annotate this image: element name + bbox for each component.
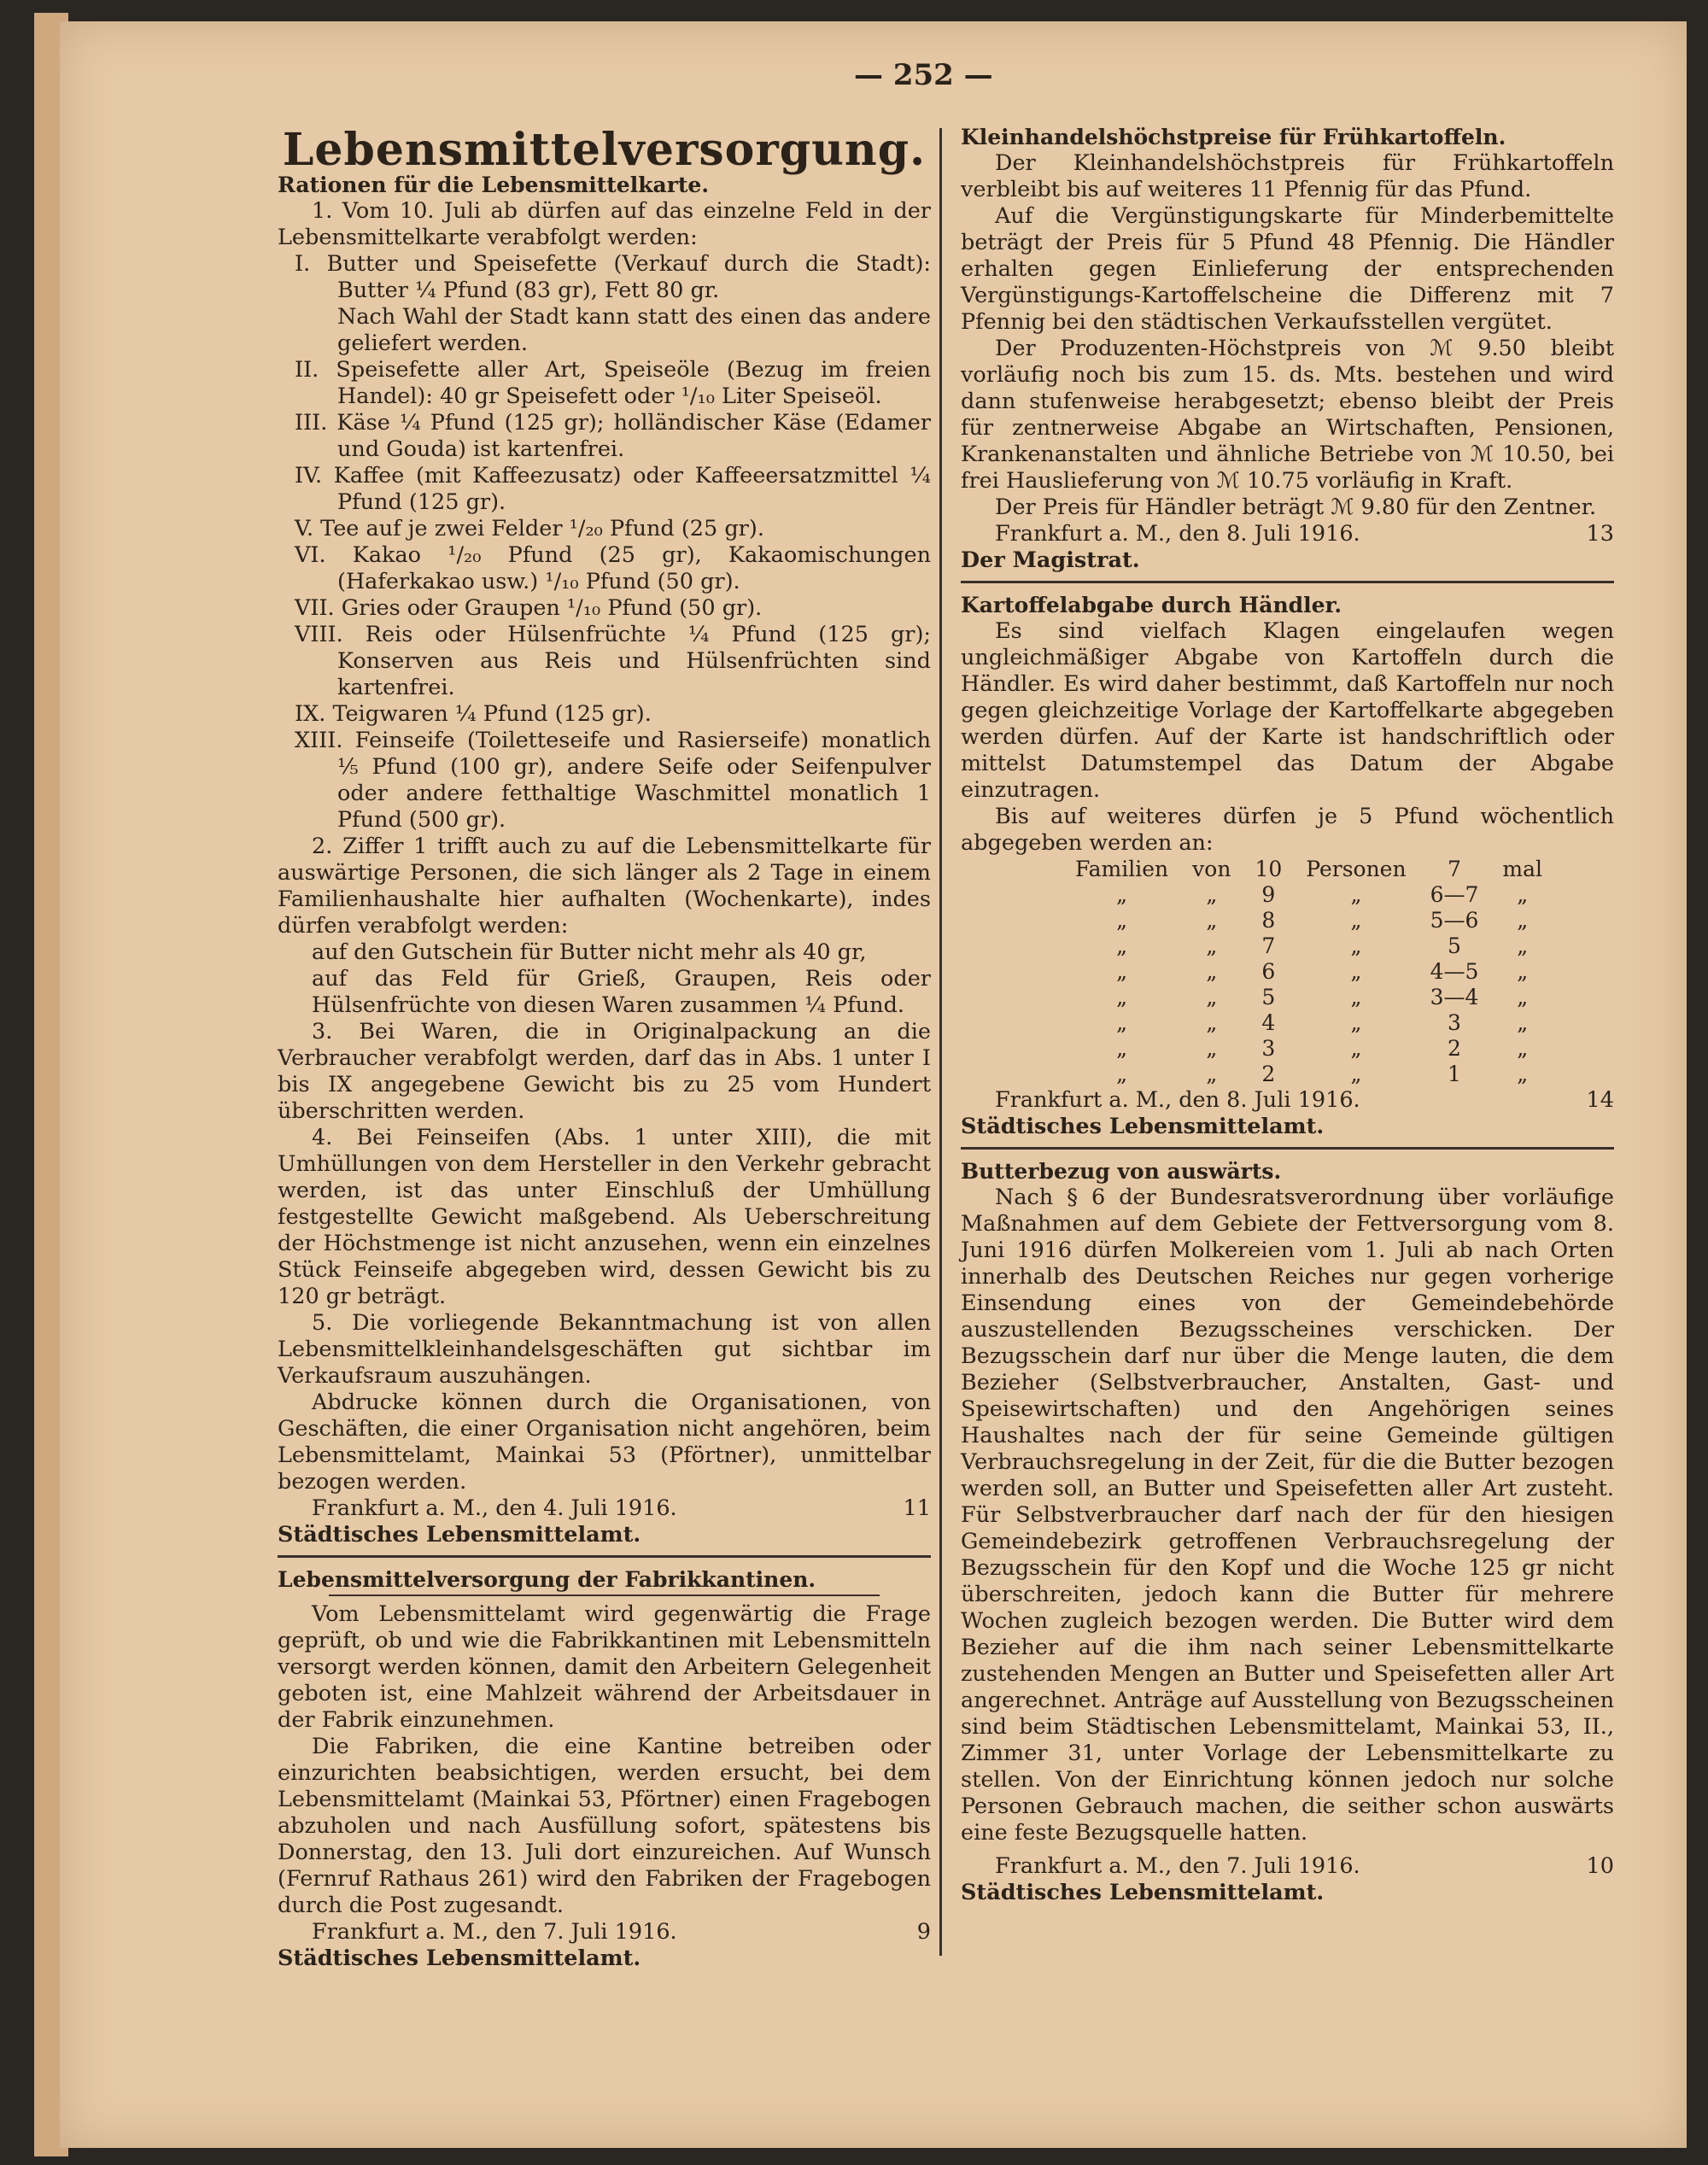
- family-table-cell: 7: [1448, 857, 1461, 881]
- para-3: 3. Bei Waren, die in Originalpackung an die Verbraucher verabfolgt werden, darf das in Abs. 1 unter I bis IX angegebene Gewicht bis zu 25 vom Hundert überschritten werden.: [278, 1019, 931, 1124]
- family-table-cell: „: [1350, 1010, 1362, 1035]
- heading-fabrikkantinen: Lebensmittelversorgung der Fabrikkantinen.: [278, 1567, 816, 1592]
- item-xiii: XIII. Feinseife (Toiletteseife und Rasierseife) monatlich ⅕ Pfund (100 gr), andere Seife oder Seifenpulver oder andere fetthaltige Waschmittel monatlich 1 Pfund (500 gr).: [295, 728, 931, 833]
- family-table-row: [1063, 857, 1554, 882]
- family-table-cell: „: [1206, 1062, 1218, 1086]
- family-table-cell: 6—7: [1430, 882, 1479, 907]
- family-table-cell: „: [1206, 933, 1218, 958]
- family-table-row: [1063, 1062, 1554, 1087]
- family-table-cell: „: [1116, 882, 1128, 907]
- family-table-cell: 7: [1261, 933, 1276, 958]
- family-table-cell: Personen: [1306, 857, 1407, 881]
- family-table-cell: „: [1206, 1010, 1218, 1035]
- item-iv: IV. Kaffee (mit Kaffeezusatz) oder Kaffeeersatzmittel ¼ Pfund (125 gr).: [295, 463, 931, 515]
- item-i-note: Nach Wahl der Stadt kann statt des einen das andere geliefert werden.: [337, 304, 931, 356]
- item-vi: VI. Kakao ¹/₂₀ Pfund (25 gr), Kakaomischungen (Haferkakao usw.) ¹/₁₀ Pfund (50 gr).: [295, 542, 931, 594]
- family-table-cell: 8: [1261, 908, 1276, 933]
- family-table-cell: „: [1517, 908, 1529, 933]
- family-table-cell: „: [1206, 959, 1218, 984]
- notice-number: 14: [1586, 1087, 1614, 1113]
- family-table-cell: „: [1206, 985, 1218, 1009]
- heading-underline: [329, 1594, 880, 1596]
- family-table-cell: 5: [1448, 933, 1461, 958]
- notice-number: 10: [1586, 1853, 1614, 1879]
- para-2a: auf den Gutschein für Butter nicht mehr als 40 gr,: [312, 939, 867, 965]
- para-5: 5. Die vorliegende Bekanntmachung ist von allen Lebensmittelkleinhandelsgeschäften gut sichtbar im Verkaufsraum auszuhängen.: [278, 1310, 931, 1389]
- family-table-cell: „: [1206, 882, 1218, 907]
- family-table-row: [1063, 959, 1554, 985]
- date: Frankfurt a. M., den 7. Juli 1916.: [312, 1919, 677, 1945]
- dateline: [278, 1919, 931, 1946]
- heading-kartoffelabgabe: Kartoffelabgabe durch Händler.: [961, 593, 1342, 617]
- family-table-cell: von: [1192, 857, 1231, 881]
- family-table-cell: 5—6: [1430, 908, 1479, 933]
- family-table-cell: „: [1517, 985, 1529, 1009]
- item-ix: IX. Teigwaren ¼ Pfund (125 gr).: [295, 701, 652, 727]
- item-i: I. Butter und Speisefette (Verkauf durch die Stadt): Butter ¼ Pfund (83 gr), Fett 80 gr.: [295, 251, 931, 303]
- item-vii: VII. Gries oder Graupen ¹/₁₀ Pfund (50 gr).: [295, 595, 763, 621]
- family-table-cell: „: [1116, 1010, 1128, 1035]
- family-table-cell: „: [1350, 985, 1362, 1009]
- heading-butterbezug: Butterbezug von auswärts.: [961, 1159, 1282, 1184]
- dateline: [278, 1495, 931, 1522]
- dateline: [961, 521, 1614, 547]
- family-table-row: [1063, 1036, 1554, 1062]
- family-table-cell: 3—4: [1430, 985, 1479, 1009]
- family-table-cell: 9: [1261, 882, 1276, 907]
- family-table-cell: „: [1206, 908, 1218, 933]
- signature: Städtisches Lebensmittelamt.: [961, 1880, 1325, 1905]
- family-table-row: [1063, 933, 1554, 959]
- family-table-cell: 3: [1261, 1036, 1276, 1061]
- family-table-row: [1063, 1010, 1554, 1036]
- family-table-cell: 2: [1261, 1062, 1276, 1086]
- ka-para-2: Bis auf weiteres dürfen je 5 Pfund wöchentlich abgegeben werden an:: [961, 804, 1614, 856]
- family-table-cell: „: [1517, 1010, 1529, 1035]
- item-v: V. Tee auf je zwei Felder ¹/₂₀ Pfund (25 gr).: [295, 516, 764, 541]
- family-table-cell: „: [1517, 882, 1529, 907]
- family-table-cell: „: [1350, 1062, 1362, 1086]
- family-table-cell: „: [1517, 1036, 1529, 1061]
- family-table-cell: „: [1350, 959, 1362, 984]
- notice-number: 9: [916, 1919, 931, 1945]
- heading-fruehkartoffeln: Kleinhandelshöchstpreise für Frühkartoffeln.: [961, 125, 1506, 149]
- family-table-cell: 6: [1261, 959, 1276, 984]
- para-6: Abdrucke können durch die Organisationen, von Geschäften, die einer Organisation nicht angehören, beim Lebensmittelamt, Mainkai 53 (Pförtner), unmittelbar bezogen werden.: [278, 1390, 931, 1495]
- date: Frankfurt a. M., den 8. Juli 1916.: [995, 1087, 1360, 1113]
- main-title: Lebensmittelversorgung.: [282, 124, 927, 176]
- section-rule: [278, 1555, 931, 1558]
- family-table-cell: 4: [1261, 1010, 1276, 1035]
- fk-para-4: Der Preis für Händler beträgt ℳ 9.80 für den Zentner.: [995, 494, 1597, 520]
- family-table-cell: „: [1517, 959, 1529, 984]
- para-2b: auf das Feld für Grieß, Graupen, Reis oder Hülsenfrüchte von diesen Waren zusammen ¼ Pfund.: [312, 966, 931, 1018]
- family-table-cell: Familien: [1075, 857, 1169, 881]
- notice-number: 11: [903, 1495, 931, 1521]
- kantinen-para-2: Die Fabriken, die eine Kantine betreiben oder einzurichten beabsichtigen, werden ersucht, bei dem Lebensmittelamt (Mainkai 53, Pförtner) einen Fragebogen abzuholen und nach Ausfüllung sofort, spätestens bis Donnerstag, den 13. Juli dort einzureichen. Auf Wunsch (Fernruf Rathaus 261) wird den Fabriken der Fragebogen durch die Post zugesandt.: [278, 1734, 931, 1918]
- right-column: [961, 124, 1614, 1906]
- notice-number: 13: [1586, 521, 1614, 547]
- family-table-cell: „: [1350, 882, 1362, 907]
- family-table-cell: 1: [1448, 1062, 1461, 1086]
- family-table-cell: „: [1517, 1062, 1529, 1086]
- family-table-cell: „: [1116, 908, 1128, 933]
- family-table-cell: 4—5: [1430, 959, 1479, 984]
- signature: Städtisches Lebensmittelamt.: [961, 1114, 1325, 1139]
- date: Frankfurt a. M., den 4. Juli 1916.: [312, 1495, 677, 1521]
- family-table-cell: 2: [1448, 1036, 1461, 1061]
- page-number: — 252 —: [854, 58, 993, 92]
- kantinen-para-1: Vom Lebensmittelamt wird gegenwärtig die Frage geprüft, ob und wie die Fabrikkantinen mit Lebensmitteln versorgt werden können, damit den Arbeitern Gelegenheit geboten ist, eine Mahlzeit während der Arbeitsdauer in der Fabrik einzunehmen.: [278, 1601, 931, 1733]
- family-table-cell: 3: [1448, 1010, 1461, 1035]
- family-table-cell: mal: [1502, 857, 1542, 881]
- date: Frankfurt a. M., den 7. Juli 1916.: [995, 1853, 1360, 1879]
- dateline: [961, 1853, 1614, 1880]
- family-table-cell: „: [1206, 1036, 1218, 1061]
- item-ii: II. Speisefette aller Art, Speiseöle (Bezug im freien Handel): 40 gr Speisefett oder ¹/₁₀ Liter Speiseöl.: [295, 357, 931, 409]
- family-table-cell: „: [1116, 985, 1128, 1009]
- bb-para-1: Nach § 6 der Bundesratsverordnung über vorläufige Maßnahmen auf dem Gebiete der Fettversorgung vom 8. Juni 1916 dürfen Molkereien vom 1. Juli ab nach Orten innerhalb des Deutschen Reiches nur gegen vorherige Einsendung eines von der Gemeindebehörde auszustellenden Bezugsscheines verschicken. Der Bezugsschein darf nur über die Menge lauten, die dem Bezieher (Selbstverbraucher, Anstalten, Gast- und Speisewirtschaften) und den Angehörigen seines Haushaltes nach der für seine Gemeinde gültigen Verbrauchsregelung in der Zeit, für die die Butter bezogen werden soll, an Butter und Speisefetten aller Art zusteht. Für Selbstverbraucher darf nach der für den hiesigen Gemeindebezirk getroffenen Verbrauchsregelung der Bezugsschein für den Kopf und die Woche 125 gr nicht überschreiten, jedoch kann die Butter für mehrere Wochen zugleich bezogen werden. Die Butter wird dem Bezieher auf die ihm nach seiner Lebensmittelkarte zustehenden Mengen an Butter und Speisefetten aller Art angerechnet. Anträge auf Ausstellung von Bezugsscheinen sind beim Städtischen Lebensmittelamt, Mainkai 53, II., Zimmer 31, unter Vorlage der Lebensmittelkarte zu stellen. Von der Einrichtung können jedoch nur solche Personen Gebrauch machen, die seither schon auswärts eine feste Bezugsquelle hatten.: [961, 1185, 1614, 1846]
- item-iii: III. Käse ¼ Pfund (125 gr); holländischer Käse (Edamer und Gouda) ist kartenfrei.: [295, 410, 931, 462]
- fk-para-3: Der Produzenten-Höchstpreis von ℳ 9.50 bleibt vorläufig noch bis zum 15. ds. Mts. bestehen und wird dann stufenweise herabgesetzt; ebenso bleibt der Preis für zentnerweise Abgabe an Wirtschaften, Pensionen, Krankenanstalten und ähnliche Betriebe von ℳ 10.50, bei frei Hauslieferung von ℳ 10.75 vorläufig in Kraft.: [961, 336, 1614, 494]
- para-2: 2. Ziffer 1 trifft auch zu auf die Lebensmittelkarte für auswärtige Personen, die sich länger als 2 Tage in einem Familienhaushalte hier aufhalten (Wochenkarte), indes dürfen verabfolgt werden:: [278, 834, 931, 939]
- family-table-cell: „: [1517, 933, 1529, 958]
- para-1: 1. Vom 10. Juli ab dürfen auf das einzelne Feld in der Lebensmittelkarte verabfolgt werden:: [278, 198, 931, 250]
- signature: Der Magistrat.: [961, 547, 1140, 573]
- family-table-cell: „: [1116, 933, 1128, 958]
- family-table-cell: „: [1116, 1062, 1128, 1086]
- family-table-row: [1063, 908, 1554, 933]
- fk-para-1: Der Kleinhandelshöchstpreis für Frühkartoffeln verbleibt bis auf weiteres 11 Pfennig für das Pfund.: [961, 150, 1614, 202]
- para-4: 4. Bei Feinseifen (Abs. 1 unter XIII), die mit Umhüllungen von dem Hersteller in den Verkehr gebracht werden, ist das unter Einschluß der Umhüllung festgestellte Gewicht maßgebend. Als Ueberschreitung der Höchstmenge ist nicht anzusehen, wenn ein einzelnes Stück Feinseife abgegeben wird, dessen Gewicht bis zu 120 gr beträgt.: [278, 1125, 931, 1309]
- family-table-cell: 5: [1261, 985, 1276, 1009]
- ka-para-1: Es sind vielfach Klagen eingelaufen wegen ungleichmäßiger Abgabe von Kartoffeln durch die Händler. Es wird daher bestimmt, daß Kartoffeln nur noch gegen gleichzeitige Vorlage der Kartoffelkarte abgegeben werden dürfen. Auf der Karte ist handschriftlich oder mittelst Datumstempel das Datum der Abgabe einzutragen.: [961, 618, 1614, 803]
- family-table-cell: 10: [1255, 857, 1283, 881]
- family-table-cell: „: [1116, 1036, 1128, 1061]
- item-viii: VIII. Reis oder Hülsenfrüchte ¼ Pfund (125 gr); Konserven aus Reis und Hülsenfrüchten sind kartenfrei.: [295, 622, 931, 700]
- family-table: [1063, 857, 1554, 1087]
- family-table-cell: „: [1350, 933, 1362, 958]
- dateline: [961, 1087, 1614, 1114]
- signature: Städtisches Lebensmittelamt.: [278, 1946, 641, 1971]
- left-column: [278, 124, 931, 1972]
- family-table-row: [1063, 985, 1554, 1010]
- date: Frankfurt a. M., den 8. Juli 1916.: [995, 521, 1360, 547]
- signature: Städtisches Lebensmittelamt.: [278, 1522, 641, 1548]
- family-table-cell: „: [1350, 908, 1362, 933]
- section-rule: [961, 1147, 1614, 1150]
- family-table-row: [1063, 882, 1554, 908]
- family-table-cell: „: [1350, 1036, 1362, 1061]
- family-table-cell: „: [1116, 959, 1128, 984]
- heading-rationen: Rationen für die Lebensmittelkarte.: [278, 173, 710, 197]
- fk-para-2: Auf die Vergünstigungskarte für Minderbemittelte beträgt der Preis für 5 Pfund 48 Pfennig. Die Händler erhalten gegen Einlieferung der entsprechenden Vergünstigungs-Kartoffelscheine die Differenz mit 7 Pfennig bei den städtischen Verkaufsstellen vergütet.: [961, 203, 1614, 335]
- section-rule: [961, 581, 1614, 583]
- column-divider: [939, 128, 942, 1956]
